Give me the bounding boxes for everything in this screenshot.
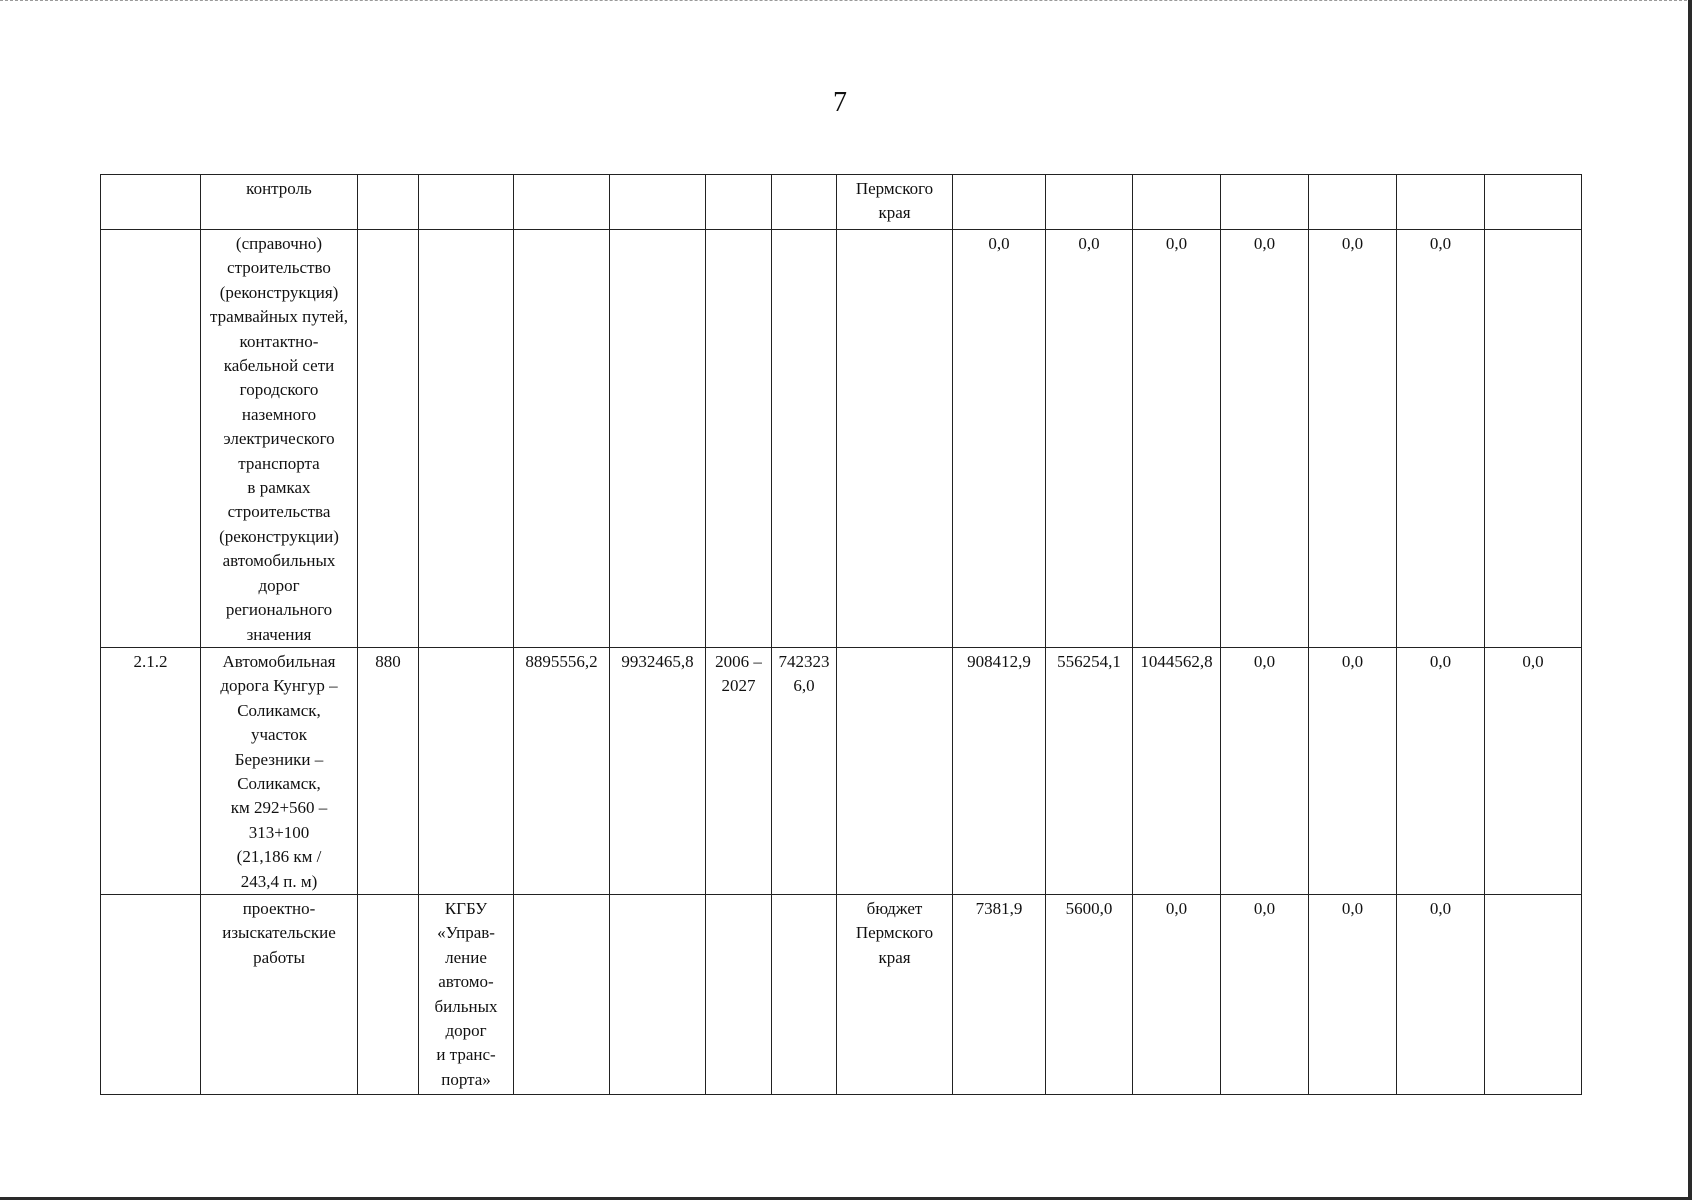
cell-value: 908412,9 bbox=[953, 647, 1046, 894]
cell-value: 0,0 bbox=[953, 230, 1046, 648]
cell-cost: 9932465,8 bbox=[610, 647, 706, 894]
cell-period bbox=[706, 175, 772, 230]
cell-value: 7381,9 bbox=[953, 894, 1046, 1094]
cell-spent bbox=[772, 175, 837, 230]
cell-executor bbox=[419, 647, 514, 894]
table-row bbox=[101, 894, 1582, 1094]
cell-period bbox=[706, 894, 772, 1094]
cell-estimate bbox=[514, 894, 610, 1094]
table-row bbox=[101, 175, 1582, 230]
cell-value: 0,0 bbox=[1221, 894, 1309, 1094]
cell-period bbox=[706, 230, 772, 648]
cell-value: 0,0 bbox=[1485, 647, 1582, 894]
cell-code bbox=[358, 175, 419, 230]
cell-value: 0,0 bbox=[1046, 230, 1133, 648]
cell-value: 0,0 bbox=[1133, 230, 1221, 648]
cell-value bbox=[1397, 175, 1485, 230]
cell-value: 0,0 bbox=[1309, 894, 1397, 1094]
program-table bbox=[100, 174, 1582, 1095]
table-row bbox=[101, 647, 1582, 894]
cell-code bbox=[358, 894, 419, 1094]
cell-value bbox=[1046, 175, 1133, 230]
cell-num bbox=[101, 175, 201, 230]
cell-cost bbox=[610, 230, 706, 648]
cell-value: 1044562,8 bbox=[1133, 647, 1221, 894]
cell-spent: 742323 6,0 bbox=[772, 647, 837, 894]
cell-code: 880 bbox=[358, 647, 419, 894]
cell-code bbox=[358, 230, 419, 648]
cell-cost bbox=[610, 175, 706, 230]
cell-value: 0,0 bbox=[1397, 647, 1485, 894]
cell-estimate bbox=[514, 230, 610, 648]
page-number: 7 bbox=[833, 87, 847, 118]
cell-value: 0,0 bbox=[1309, 230, 1397, 648]
scan-edge-right bbox=[1688, 0, 1692, 1200]
cell-value bbox=[1485, 230, 1582, 648]
cell-num bbox=[101, 894, 201, 1094]
cell-value: 556254,1 bbox=[1046, 647, 1133, 894]
cell-name: Автомобильная дорога Кунгур – Соликамск, участок Березники – Соликамск, км 292+560 – 313+100 (21,186 км / 243,4 п. м) bbox=[201, 647, 358, 894]
cell-estimate bbox=[514, 175, 610, 230]
cell-value: 0,0 bbox=[1133, 894, 1221, 1094]
cell-num bbox=[101, 230, 201, 648]
cell-executor: КГБУ «Управ- ление автомо- бильных дорог и транс- порта» bbox=[419, 894, 514, 1094]
cell-estimate: 8895556,2 bbox=[514, 647, 610, 894]
cell-period: 2006 – 2027 bbox=[706, 647, 772, 894]
cell-value: 5600,0 bbox=[1046, 894, 1133, 1094]
cell-value bbox=[1133, 175, 1221, 230]
cell-value: 0,0 bbox=[1221, 647, 1309, 894]
cell-value bbox=[1485, 175, 1582, 230]
cell-value: 0,0 bbox=[1397, 894, 1485, 1094]
cell-value bbox=[1485, 894, 1582, 1094]
scan-border-top bbox=[0, 0, 1692, 2]
cell-source bbox=[837, 647, 953, 894]
cell-name: (справочно) строительство (реконструкция) трамвайных путей, контактно- кабельной сети городского наземного электрического транспорта в рамках строительства (реконструкции) автомобильных дорог регионального значения bbox=[201, 230, 358, 648]
cell-cost bbox=[610, 894, 706, 1094]
cell-value: 0,0 bbox=[1221, 230, 1309, 648]
cell-value: 0,0 bbox=[1397, 230, 1485, 648]
cell-spent bbox=[772, 894, 837, 1094]
cell-num: 2.1.2 bbox=[101, 647, 201, 894]
cell-executor bbox=[419, 175, 514, 230]
cell-value bbox=[953, 175, 1046, 230]
table-row bbox=[101, 230, 1582, 648]
cell-source bbox=[837, 230, 953, 648]
cell-source: Пермского края bbox=[837, 175, 953, 230]
cell-value bbox=[1309, 175, 1397, 230]
cell-spent bbox=[772, 230, 837, 648]
cell-name: проектно- изыскательские работы bbox=[201, 894, 358, 1094]
cell-executor bbox=[419, 230, 514, 648]
cell-value bbox=[1221, 175, 1309, 230]
cell-name: контроль bbox=[201, 175, 358, 230]
cell-value: 0,0 bbox=[1309, 647, 1397, 894]
cell-source: бюджет Пермского края bbox=[837, 894, 953, 1094]
